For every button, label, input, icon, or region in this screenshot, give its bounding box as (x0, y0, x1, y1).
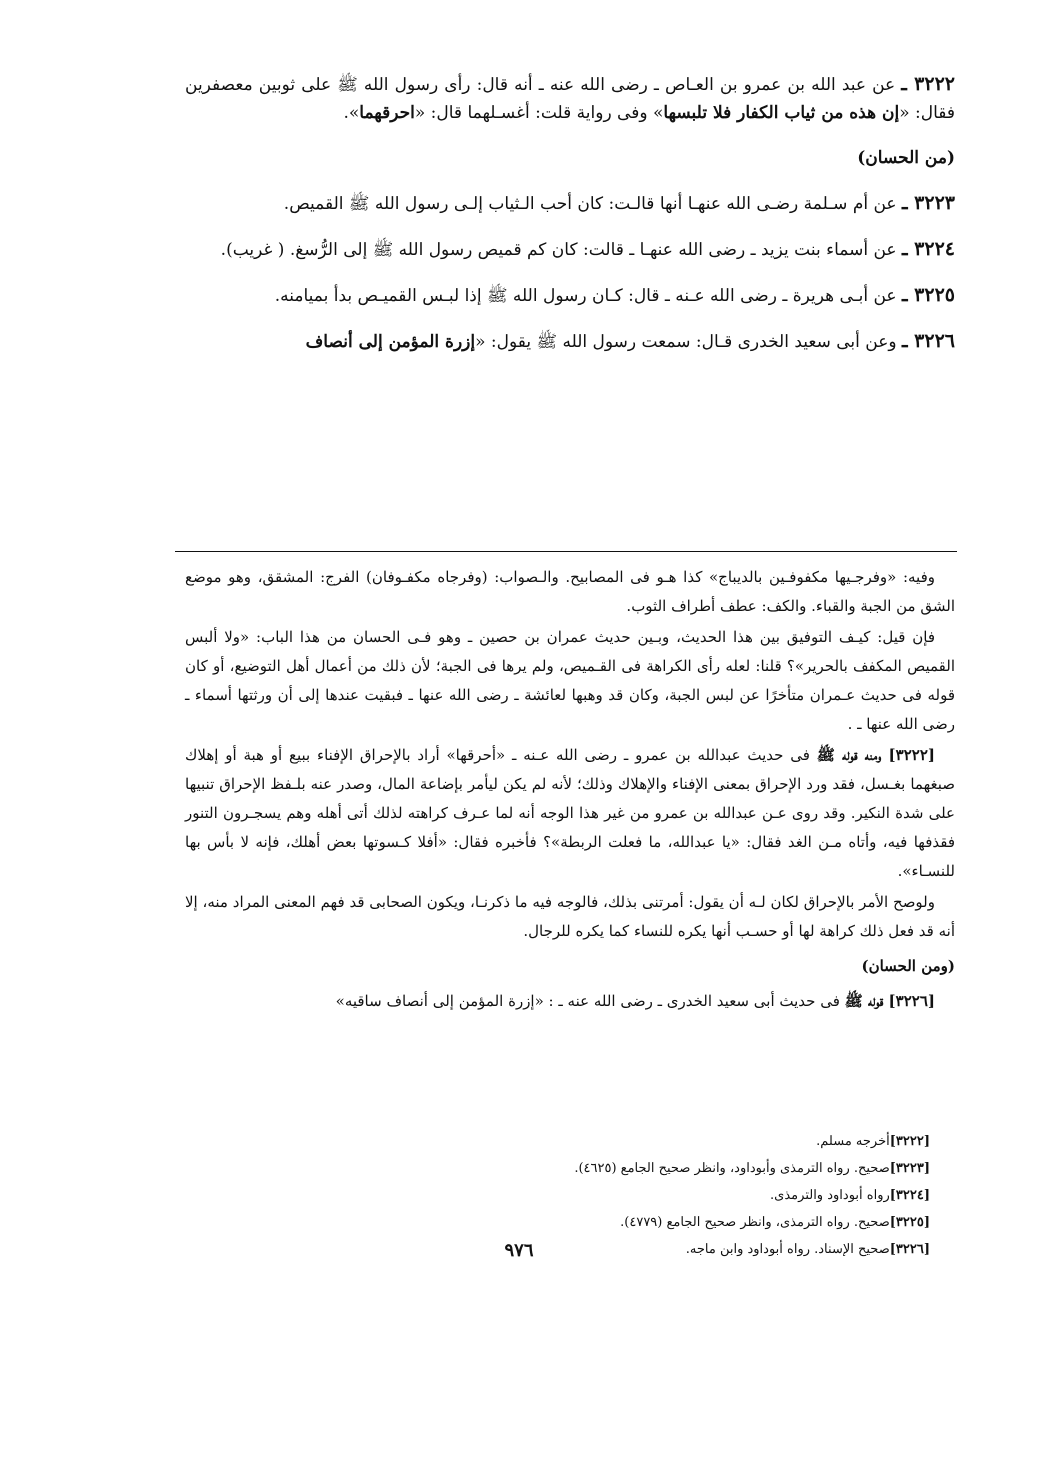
footnote (380, 1128, 930, 1155)
hadith-text: عن أم سـلمة رضـى الله عنهـا أنها قالـت: كان أحب الـثياب إلـى رسول الله ﷺ القميص. (283, 194, 897, 214)
footnote-text: صحيح الإسناد. رواه أبوداود وابن ماجه. (685, 1242, 890, 1257)
footnote (380, 1182, 930, 1209)
section-divider (175, 551, 957, 552)
commentary-paragraph-5 (185, 987, 955, 1016)
hadith-number: ٣٢٢٣ ـ (901, 192, 955, 214)
hadith-text: وعن أبى سعيد الخدرى قـال: سمعت رسول الله ﷺ يقول: « (475, 332, 897, 352)
commentary-paragraph-4: ولوصح الأمر بالإحراق لكان لـه أن يقول: أمرتنى بذلك، فالوجه فيه ما ذكرنـا، ويكون الصحابى قد فهم المعنى المراد منه، إلا أنه قد فعل ذلك كراهة لها أو حسـب أنها يكره للنساء كما يكره للرجال. (185, 893, 955, 940)
footnote-text: صحيح. رواه الترمذى، وانظر صحيح الجامع (٤٧٧٩). (620, 1215, 890, 1230)
footnote (380, 1155, 930, 1182)
hadith-quote-2: احرقهما (359, 103, 415, 123)
commentary-text: فى حديث عبدالله بن عمرو ـ رضى الله عـنه ـ «أحرقها» أراد بالإحراق الإفناء ببيع أو هبة أو إهلاك صبغهما بغـسل، فقد ورد الإحراق بمعنى الإفناء والإهلاك وذلك؛ لأنه لم يكن ليأمر بإضاعة المال، وصدر عنه بلـفظ الإحراق تنبيها على شدة النكير. وقد روى عـن عبدالله بن عمرو من غير هذا الوجه أنه لما عـرف كراهته لذلك أتى أهله وهم يسجـرون التنور فقذفها فيه، وأتاه مـن الغد فقال: «يا عبدالله، ما فعلت الربطة»؟ فأخبره فقال: «أفلا كـسوتها بعض أهلك، فإنه لا بأس بها للنسـاء». (185, 746, 955, 880)
hadith-3223 (185, 189, 955, 218)
hadith-number: ٣٢٢٥ ـ (901, 284, 955, 306)
footnote-ref: [٣٢٢٥] (889, 1215, 930, 1230)
hadith-text: عن أسماء بنت يزيد ـ رضى الله عنهـا ـ قالت: كان كم قميص رسول الله ﷺ إلى الرُّسغ. ( غريب). (220, 240, 897, 260)
commentary-paragraph-1: وفيه: «وفرجـيها مكفوفـين بالديباج» كذا هـو فى المصابيح. والـصواب: (وفرجاه مكفـوفان) الفرج: المشقق، وهو موضع الشق من الجبة والقباء. والكف: عطف أطراف الثوب. (185, 568, 955, 615)
hadith-quote: إزرة المؤمن إلى أنصاف (305, 332, 476, 352)
hadith-quote: إن هذه من ثياب الكفار فلا تلبسها (663, 103, 900, 123)
commentary-section (185, 563, 955, 1018)
footnote-text: أخرجه مسلم. (816, 1134, 890, 1149)
hadith-3224 (185, 235, 955, 264)
hadith-number: ٣٢٢٢ ـ (901, 73, 955, 95)
commentary-paragraph-2: فإن قيل: كيـف التوفيق بين هذا الحديث، وبـين حديث عمران بن حصين ـ وهو فـى الحسان من هذا الباب: «ولا ألبس القميص المكفف بالحرير»؟ قلنا: لعله رأى الكراهة فى القـميص، ولم يرها فى الجبة؛ لأن ذلك من أعمال أهل التوضيع، أو كان قوله فى حديث عـمران متأخرًا عن لبس الجبة، وكان قد وهبها لعائشة ـ رضى الله عنها ـ فبقيت عندها إلى أن ورثتها أسماء ـ رضى الله عنها ـ . (185, 628, 955, 733)
footnote-text: صحيح. رواه الترمذى وأبوداود، وانظر صحيح الجامع (٤٦٢٥). (574, 1161, 890, 1176)
hadith-text-continued: » وفى رواية قلت: أغسـلهما قال: « (414, 103, 664, 123)
hadith-text: عن عبد الله بن عمرو بن العـاص ـ رضى الله عنه ـ أنه قال: رأى رسول الله ﷺ على ثوبين معصفرين فقال: « (185, 75, 955, 123)
commentary-ref: [٣٢٢٦] قوله ﷺ (844, 992, 935, 1010)
hadith-text: عن أبـى هريرة ـ رضى الله عـنه ـ قال: كـان رسول الله ﷺ إذا لبـس القميـص بدأ بميامنه. (274, 286, 897, 306)
footnote-text: رواه أبوداود والترمذى. (770, 1188, 890, 1203)
footnote-ref: [٣٢٢٢] (889, 1134, 930, 1149)
commentary-ref: [٣٢٢٢] ومنه قوله ﷺ (816, 746, 935, 764)
commentary-heading: (ومن الحسان) (861, 957, 955, 975)
commentary-paragraph-3 (185, 741, 955, 886)
hadith-text-end: ». (343, 103, 360, 123)
page-number: ٩٧٦ (504, 1240, 534, 1261)
hadith-number: ٣٢٢٦ ـ (901, 330, 955, 352)
hadith-section (185, 70, 955, 373)
hadith-3225 (185, 281, 955, 310)
footnote-ref: [٣٢٢٣] (889, 1161, 930, 1176)
footnote (380, 1209, 930, 1236)
hadith-number: ٣٢٢٤ ـ (901, 238, 955, 260)
hadith-3226 (185, 327, 955, 356)
footnote-ref: [٣٢٢٦] (889, 1242, 930, 1257)
hadith-3222 (185, 70, 955, 127)
commentary-text: فى حديث أبى سعيد الخدرى ـ رضى الله عنه ـ : «إزرة المؤمن إلى أنصاف ساقيه» (335, 992, 845, 1010)
section-heading-hasan: (من الحسان) (857, 148, 955, 168)
footnote-ref: [٣٢٢٤] (889, 1188, 930, 1203)
